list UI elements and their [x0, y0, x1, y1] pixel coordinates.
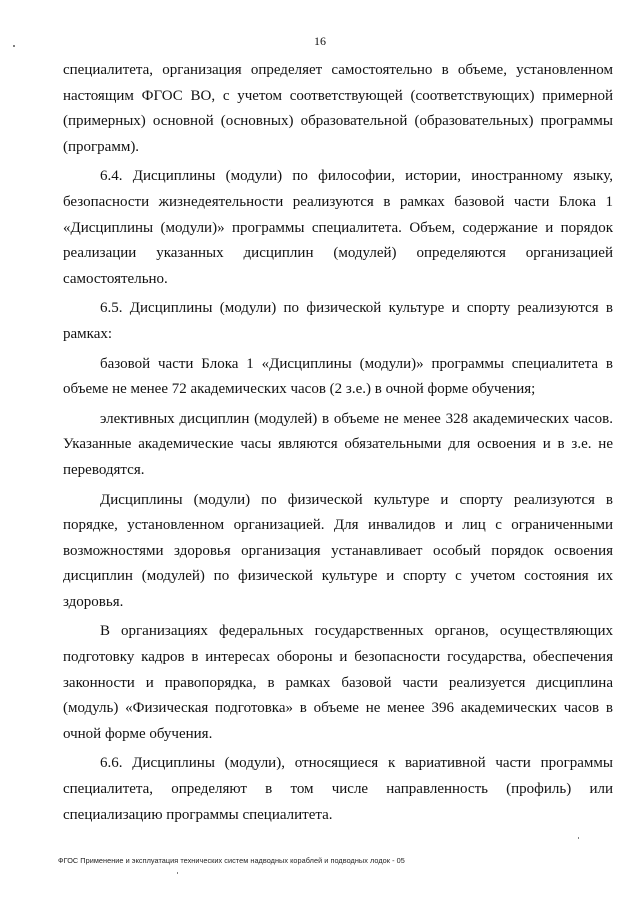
- footer-title: ФГОС Применение и эксплуатация технических систем надводных кораблей и подводных лодок - 05: [58, 856, 405, 865]
- body-text: [63, 58, 613, 828]
- paragraph-continuation: специалитета, организация определяет самостоятельно в объеме, установленном настоящим ФГОС ВО, с учетом соответствующей (соответствующих) примерной (примерных) основной (основных) образовательной (образовательных) программы (программ).: [63, 62, 613, 155]
- paragraph-federal-bodies: В организациях федеральных государственных органов, осуществляющих подготовку кадров в интересах обороны и безопасности государства, обеспечения законности и правопорядка, в рамках базовой части реализуется дисциплина (модуль) «Физическая подготовка» в объеме не менее 396 академических часов в очной форме обучения.: [63, 623, 613, 742]
- paragraph-elective: элективных дисциплин (модулей) в объеме не менее 328 академических часов. Указанные академические часы являются обязательными для освоения и в з.е. не переводятся.: [63, 410, 613, 478]
- paragraph-6-5: 6.5. Дисциплины (модули) по физической культуре и спорту реализуются в рамках:: [63, 300, 613, 342]
- paragraph-6-4: 6.4. Дисциплины (модули) по философии, истории, иностранному языку, безопасности жизнедеятельности реализуются в рамках базовой части Блока 1 «Дисциплины (модули)» программы специалитета. Объем, содержание и порядок реализации указанных дисциплин (модулей) определяются организацией самостоятельно.: [63, 168, 613, 287]
- paragraph-6-6: 6.6. Дисциплины (модули), относящиеся к вариативной части программы специалитета, определяют в том числе направленность (профиль) или специализацию программы специалитета.: [63, 755, 613, 823]
- paragraph-pe-order: Дисциплины (модули) по физической культуре и спорту реализуются в порядке, установленном организацией. Для инвалидов и лиц с ограниченными возможностями здоровья организация устанавливает особый порядок освоения дисциплин (модулей) по физической культуре и спорту с учетом состояния их здоровья.: [63, 491, 613, 610]
- page-number: 16: [314, 34, 326, 48]
- scan-speck: [13, 45, 15, 47]
- scan-speck: [177, 872, 178, 874]
- paragraph-basic-part: базовой части Блока 1 «Дисциплины (модули)» программы специалитета в объеме не менее 72 академических часов (2 з.е.) в очной форме обучения;: [63, 355, 613, 398]
- scan-speck: [578, 837, 579, 839]
